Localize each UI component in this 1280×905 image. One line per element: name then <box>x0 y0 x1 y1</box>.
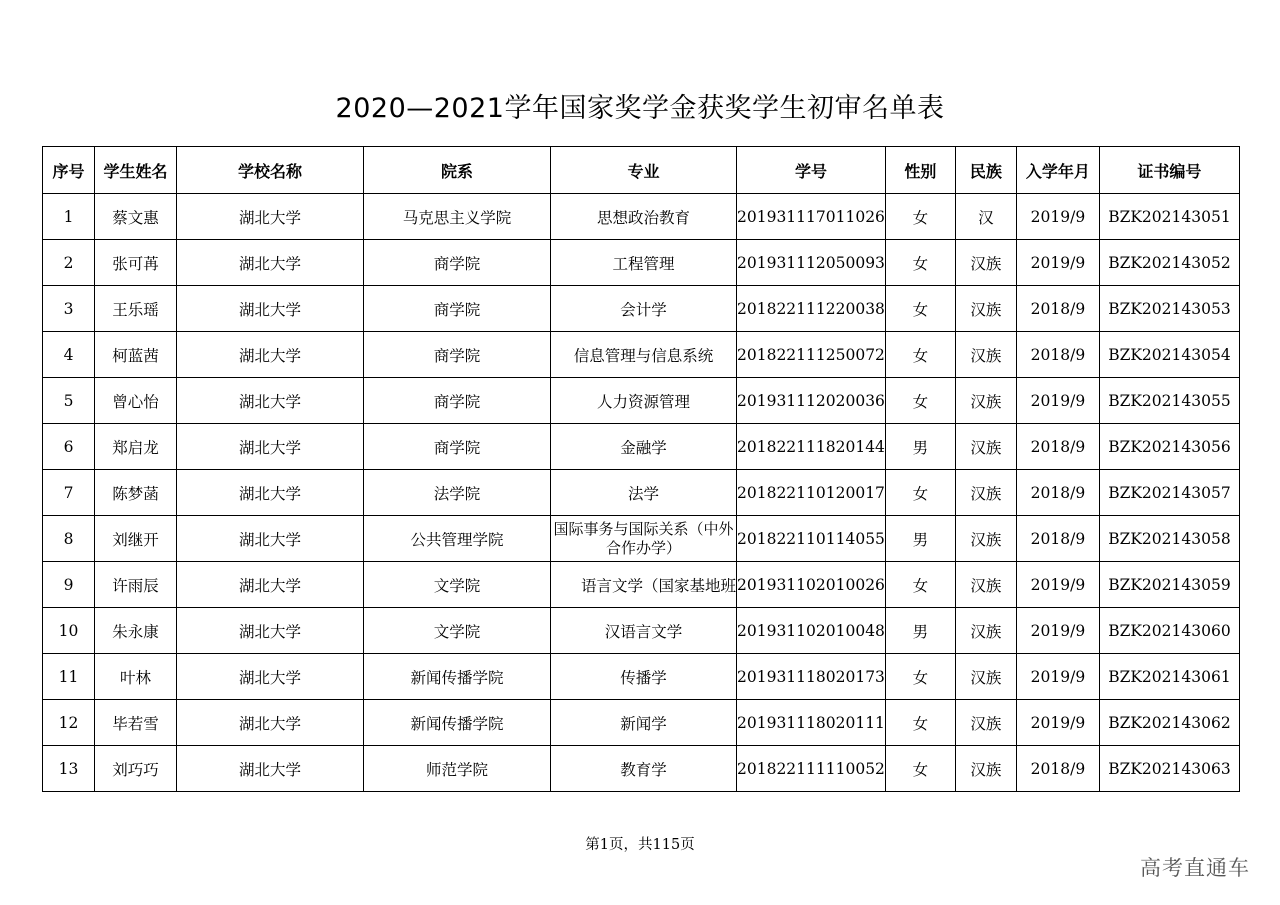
cell-certificate-number: BZK202143057 <box>1099 470 1239 516</box>
cell-ethnicity: 汉族 <box>955 378 1016 424</box>
column-header: 院系 <box>364 147 551 194</box>
watermark: 高考直通车 <box>1140 856 1250 880</box>
cell-enrollment-date: 2018/9 <box>1016 470 1099 516</box>
cell-certificate-number: BZK202143056 <box>1099 424 1239 470</box>
cell-gender: 女 <box>885 654 955 700</box>
cell-student-id: 201931112050093 <box>737 240 886 286</box>
cell-major: 法学 <box>551 470 737 516</box>
cell-gender: 女 <box>885 562 955 608</box>
table-row <box>43 700 1240 746</box>
cell-major: 会计学 <box>551 286 737 332</box>
cell-ethnicity: 汉族 <box>955 286 1016 332</box>
cell-student-name: 叶林 <box>95 654 177 700</box>
cell-student-name: 许雨辰 <box>95 562 177 608</box>
cell-gender: 男 <box>885 516 955 562</box>
cell-school-name: 湖北大学 <box>177 240 364 286</box>
cell-index: 3 <box>43 286 95 332</box>
cell-major: 传播学 <box>551 654 737 700</box>
table-row <box>43 378 1240 424</box>
cell-student-id: 201822111110052 <box>737 746 886 792</box>
column-header: 学生姓名 <box>95 147 177 194</box>
table-row <box>43 562 1240 608</box>
cell-gender: 女 <box>885 378 955 424</box>
cell-enrollment-date: 2019/9 <box>1016 654 1099 700</box>
cell-major: 国际事务与国际关系（中外合作办学） <box>551 516 737 562</box>
cell-department: 商学院 <box>364 424 551 470</box>
cell-school-name: 湖北大学 <box>177 654 364 700</box>
cell-certificate-number: BZK202143053 <box>1099 286 1239 332</box>
cell-department: 商学院 <box>364 378 551 424</box>
cell-certificate-number: BZK202143055 <box>1099 378 1239 424</box>
cell-student-id: 201931102010026 <box>737 562 886 608</box>
cell-ethnicity: 汉族 <box>955 332 1016 378</box>
cell-enrollment-date: 2019/9 <box>1016 700 1099 746</box>
cell-major: 人力资源管理 <box>551 378 737 424</box>
cell-index: 1 <box>43 194 95 240</box>
cell-index: 13 <box>43 746 95 792</box>
cell-index: 8 <box>43 516 95 562</box>
cell-certificate-number: BZK202143062 <box>1099 700 1239 746</box>
cell-student-name: 郑启龙 <box>95 424 177 470</box>
cell-student-id: 201931102010048 <box>737 608 886 654</box>
cell-department: 新闻传播学院 <box>364 654 551 700</box>
cell-index: 10 <box>43 608 95 654</box>
table-row <box>43 240 1240 286</box>
cell-gender: 女 <box>885 746 955 792</box>
cell-department: 法学院 <box>364 470 551 516</box>
cell-enrollment-date: 2018/9 <box>1016 286 1099 332</box>
cell-school-name: 湖北大学 <box>177 746 364 792</box>
table-row <box>43 654 1240 700</box>
cell-ethnicity: 汉族 <box>955 470 1016 516</box>
cell-enrollment-date: 2018/9 <box>1016 332 1099 378</box>
cell-department: 文学院 <box>364 608 551 654</box>
column-header: 专业 <box>551 147 737 194</box>
cell-student-id: 201822111220038 <box>737 286 886 332</box>
cell-student-id: 201931117011026 <box>737 194 886 240</box>
cell-student-name: 刘继开 <box>95 516 177 562</box>
cell-ethnicity: 汉族 <box>955 746 1016 792</box>
cell-certificate-number: BZK202143052 <box>1099 240 1239 286</box>
cell-ethnicity: 汉族 <box>955 654 1016 700</box>
cell-gender: 女 <box>885 286 955 332</box>
cell-school-name: 湖北大学 <box>177 378 364 424</box>
cell-student-name: 毕若雪 <box>95 700 177 746</box>
cell-student-name: 王乐瑶 <box>95 286 177 332</box>
scholarship-table <box>42 146 1240 792</box>
cell-gender: 男 <box>885 424 955 470</box>
cell-ethnicity: 汉族 <box>955 700 1016 746</box>
cell-major: 工程管理 <box>551 240 737 286</box>
cell-index: 9 <box>43 562 95 608</box>
cell-certificate-number: BZK202143061 <box>1099 654 1239 700</box>
cell-ethnicity: 汉族 <box>955 608 1016 654</box>
cell-department: 商学院 <box>364 240 551 286</box>
cell-department: 公共管理学院 <box>364 516 551 562</box>
cell-department: 马克思主义学院 <box>364 194 551 240</box>
column-header: 性别 <box>885 147 955 194</box>
column-header: 学号 <box>737 147 886 194</box>
cell-enrollment-date: 2019/9 <box>1016 562 1099 608</box>
cell-school-name: 湖北大学 <box>177 332 364 378</box>
cell-gender: 女 <box>885 700 955 746</box>
cell-ethnicity: 汉族 <box>955 240 1016 286</box>
cell-index: 2 <box>43 240 95 286</box>
cell-department: 师范学院 <box>364 746 551 792</box>
cell-ethnicity: 汉 <box>955 194 1016 240</box>
cell-school-name: 湖北大学 <box>177 194 364 240</box>
table-row <box>43 332 1240 378</box>
cell-student-id: 201931112020036 <box>737 378 886 424</box>
cell-gender: 女 <box>885 194 955 240</box>
cell-enrollment-date: 2018/9 <box>1016 746 1099 792</box>
table-row <box>43 424 1240 470</box>
cell-student-name: 曾心怡 <box>95 378 177 424</box>
page-footer: 第1页，共115页 <box>585 837 695 853</box>
cell-certificate-number: BZK202143058 <box>1099 516 1239 562</box>
cell-student-name: 蔡文惠 <box>95 194 177 240</box>
table-row <box>43 516 1240 562</box>
column-header: 入学年月 <box>1016 147 1099 194</box>
cell-student-id: 201822111250072 <box>737 332 886 378</box>
cell-gender: 男 <box>885 608 955 654</box>
cell-certificate-number: BZK202143063 <box>1099 746 1239 792</box>
column-header: 民族 <box>955 147 1016 194</box>
cell-student-id: 201931118020173 <box>737 654 886 700</box>
cell-student-name: 刘巧巧 <box>95 746 177 792</box>
cell-student-id: 201822110120017 <box>737 470 886 516</box>
cell-index: 11 <box>43 654 95 700</box>
cell-major: 汉语言文学 <box>551 608 737 654</box>
table-row <box>43 194 1240 240</box>
cell-student-id: 201822110114055 <box>737 516 886 562</box>
table-row <box>43 470 1240 516</box>
cell-student-name: 陈梦菡 <box>95 470 177 516</box>
cell-certificate-number: BZK202143054 <box>1099 332 1239 378</box>
cell-department: 商学院 <box>364 332 551 378</box>
cell-gender: 女 <box>885 470 955 516</box>
cell-department: 新闻传播学院 <box>364 700 551 746</box>
cell-major: 思想政治教育 <box>551 194 737 240</box>
cell-student-name: 张可苒 <box>95 240 177 286</box>
table-header-row <box>43 147 1240 194</box>
cell-school-name: 湖北大学 <box>177 562 364 608</box>
cell-major: 信息管理与信息系统 <box>551 332 737 378</box>
cell-school-name: 湖北大学 <box>177 470 364 516</box>
cell-ethnicity: 汉族 <box>955 516 1016 562</box>
cell-department: 文学院 <box>364 562 551 608</box>
cell-gender: 女 <box>885 240 955 286</box>
cell-ethnicity: 汉族 <box>955 424 1016 470</box>
cell-enrollment-date: 2019/9 <box>1016 240 1099 286</box>
cell-certificate-number: BZK202143051 <box>1099 194 1239 240</box>
table-row <box>43 746 1240 792</box>
cell-index: 6 <box>43 424 95 470</box>
cell-enrollment-date: 2018/9 <box>1016 516 1099 562</box>
cell-school-name: 湖北大学 <box>177 608 364 654</box>
column-header: 学校名称 <box>177 147 364 194</box>
cell-enrollment-date: 2019/9 <box>1016 608 1099 654</box>
column-header: 序号 <box>43 147 95 194</box>
page-title: 2020—2021学年国家奖学金获奖学生初审名单表 <box>335 93 945 124</box>
cell-enrollment-date: 2019/9 <box>1016 378 1099 424</box>
cell-student-id: 201822111820144 <box>737 424 886 470</box>
cell-major: 金融学 <box>551 424 737 470</box>
cell-student-name: 朱永康 <box>95 608 177 654</box>
cell-school-name: 湖北大学 <box>177 424 364 470</box>
cell-major: 语言文学（国家基地班 <box>551 562 737 608</box>
cell-school-name: 湖北大学 <box>177 516 364 562</box>
cell-school-name: 湖北大学 <box>177 700 364 746</box>
cell-ethnicity: 汉族 <box>955 562 1016 608</box>
cell-department: 商学院 <box>364 286 551 332</box>
cell-certificate-number: BZK202143060 <box>1099 608 1239 654</box>
cell-gender: 女 <box>885 332 955 378</box>
column-header: 证书编号 <box>1099 147 1239 194</box>
table-row <box>43 608 1240 654</box>
cell-index: 4 <box>43 332 95 378</box>
cell-index: 7 <box>43 470 95 516</box>
cell-school-name: 湖北大学 <box>177 286 364 332</box>
cell-major: 教育学 <box>551 746 737 792</box>
cell-index: 5 <box>43 378 95 424</box>
cell-student-id: 201931118020111 <box>737 700 886 746</box>
cell-enrollment-date: 2018/9 <box>1016 424 1099 470</box>
cell-major: 新闻学 <box>551 700 737 746</box>
cell-enrollment-date: 2019/9 <box>1016 194 1099 240</box>
cell-index: 12 <box>43 700 95 746</box>
cell-certificate-number: BZK202143059 <box>1099 562 1239 608</box>
cell-student-name: 柯蓝茜 <box>95 332 177 378</box>
table-row <box>43 286 1240 332</box>
